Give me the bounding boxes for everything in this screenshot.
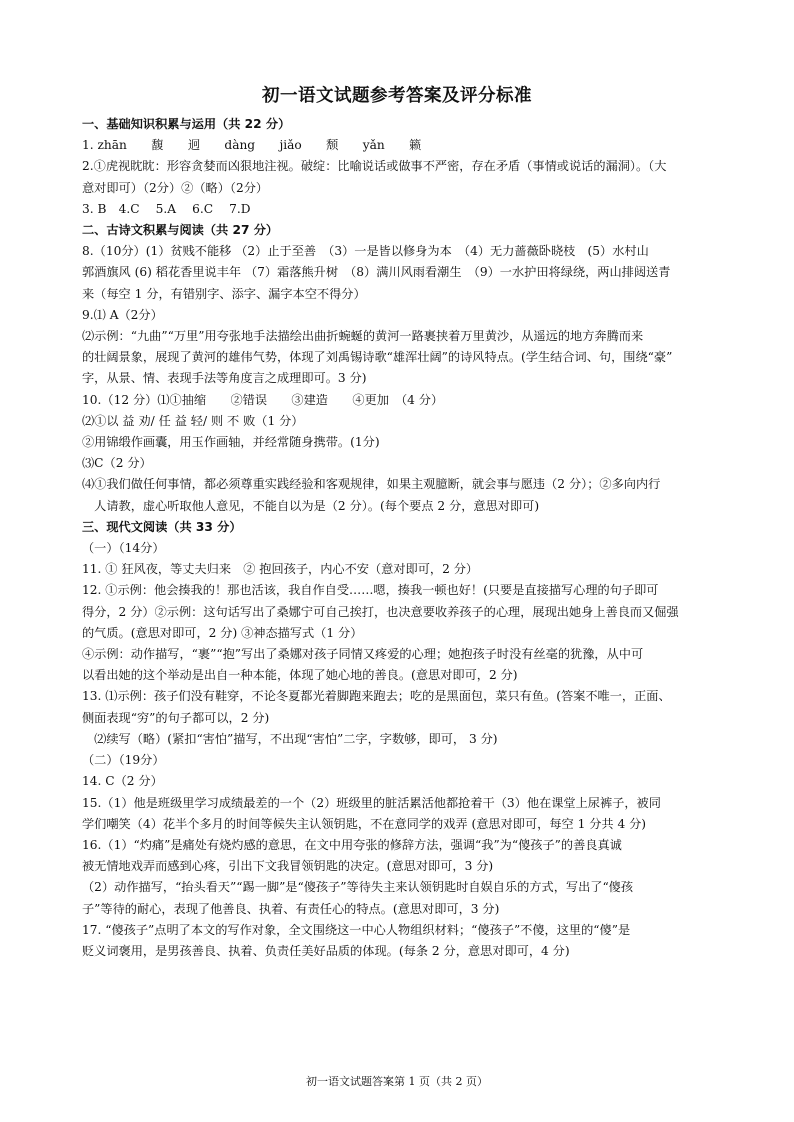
page-title: 初一语文试题参考答案及评分标准 <box>262 86 532 106</box>
answer-line: 2.①虎视眈眈：形容贪婪而凶狠地注视。破绽：比喻说话或做事不严密，存在矛盾（事情或说话的漏洞）。（大 <box>82 159 667 174</box>
answer-line: 被无情地戏弄而感到心疼，引出下文我冒领钥匙的决定。(意思对即可，3 分) <box>82 859 494 874</box>
answer-line: 的壮阔景象，展现了黄河的雄伟气势，体现了刘禹锡诗歌“雄浑壮阔”的诗风特点。(学生结合词、句，围绕“豪” <box>82 350 673 365</box>
answer-line: ⑵示例：“九曲”“万里”用夸张地手法描绘出曲折蜿蜒的黄河一路裹挟着万里黄沙，从遥远的地方奔腾而来 <box>82 329 644 344</box>
answer-line: （2）动作描写，“抬头看天”“踢一脚”是“傻孩子”等待失主来认领钥匙时自娱自乐的方式，写出了“傻孩 <box>82 880 634 895</box>
answer-line: ⑷①我们做任何事情，都必须尊重实践经验和客观规律，如果主观臆断，就会事与愿违（2 分）；②多向内行 <box>82 477 661 492</box>
answer-line: 贬义词褒用，是男孩善良、执着、负责任美好品质的体现。(每条 2 分，意思对即可，4 分) <box>82 943 570 958</box>
answer-line: ⑶C（2 分） <box>82 456 152 471</box>
answer-line: 意对即可）（2分）②（略）（2分） <box>82 180 269 195</box>
answer-line: 人请教，虚心听取他人意见，不能自以为是（2 分）。(每个要点 2 分，意思对即可) <box>82 498 540 513</box>
answer-line: 来（每空 1 分，有错别字、添字、漏字本空不得分） <box>82 286 366 301</box>
section-heading: 一、基础知识积累与运用（共 22 分） <box>82 117 291 131</box>
answer-line: ⑵续写（略）(紧扣“害怕”描写，不出现“害怕”二字，字数够，即可， 3 分) <box>82 731 498 746</box>
answer-line: ⑵①以 益 劝/ 任 益 轻/ 则 不 败（1 分） <box>82 413 304 428</box>
answer-line: 16.（1）“灼痛”是痛处有烧灼感的意思，在文中用夸张的修辞方法，强调“我”为“傻孩子”的善良真诚 <box>82 837 622 852</box>
page-footer: 初一语文试题答案第 1 页（共 2 页） <box>306 1075 488 1088</box>
answer-line: 得分，2 分）②示例：这句话写出了桑娜宁可自己挨打，也决意要收养孩子的心理，展现出她身上善良而又倔强 <box>82 604 679 619</box>
answer-line: 15.（1）他是班级里学习成绩最差的一个（2）班级里的脏活累活他都抢着干（3）他在课堂上尿裤子，被同 <box>82 795 661 810</box>
answer-line: ④示例：动作描写，“裹”“抱”写出了桑娜对孩子同情又疼爱的心理；她抱孩子时没有丝毫的犹豫，从中可 <box>82 647 644 662</box>
answer-line: 11. ① 狂风夜，等丈夫归来 ② 抱回孩子，内心不安（意对即可，2 分） <box>82 562 479 577</box>
answer-line: 字，从景、情、表现手法等角度言之成理即可。3 分) <box>82 371 367 386</box>
answer-line: 13. ⑴示例：孩子们没有鞋穿，不论冬夏都光着脚跑来跑去；吃的是黑面包，菜只有鱼。(答案不唯一，正面、 <box>82 689 671 704</box>
answer-line: 1. zhān 馥 迥 dàng jiǎo 颓 yǎn 籁 <box>82 138 422 153</box>
answer-line: 10.（12 分）⑴①抽缩 ②错误 ③建造 ④更加 （4 分） <box>82 392 444 407</box>
answer-line: （二）（19分） <box>82 753 165 768</box>
answer-line: 9.⑴ A（2分） <box>82 307 163 322</box>
answer-line: 侧面表现“穷”的句子都可以，2 分) <box>82 710 270 725</box>
answer-line: ②用锦缎作画囊，用玉作画轴，并经常随身携带。(1分) <box>82 435 380 450</box>
section-heading: 二、古诗文积累与阅读（共 27 分） <box>82 223 279 238</box>
answer-line: 14. C（2 分） <box>82 774 163 789</box>
answer-line: 8.（10分）(1）贫贱不能移 （2）止于至善 （3）一是皆以修身为本 （4）无力蔷薇卧晓枝 (5）水村山 <box>82 244 649 259</box>
answer-line: 郭酒旗风 (6) 稻花香里说丰年 （7）霜落熊升树 （8）满川风雨看潮生 （9）一水护田将绿绕，两山排闼送青 <box>82 265 671 280</box>
answer-content <box>82 114 744 962</box>
answer-line: 3. B 4.C 5.A 6.C 7.D <box>82 201 251 216</box>
answer-line: 12. ①示例：他会揍我的！那也活该，我自作自受……嗯，揍我一顿也好！(只要是直接描写心理的句子即可 <box>82 583 659 598</box>
answer-line: 学们嘲笑（4）花半个多月的时间等候失主认领钥匙，不在意同学的戏弄 (意思对即可，每空 1 分共 4 分) <box>82 816 647 831</box>
answer-line: （一）（14分） <box>82 541 165 556</box>
answer-line: 子”等待的耐心，表现了他善良、执着、有责任心的特点。(意思对即可，3 分) <box>82 901 500 916</box>
answer-line: 以看出她的这个举动是出自一种本能，体现了她心地的善良。(意思对即可，2 分) <box>82 668 518 683</box>
answer-line: 17. “傻孩子”点明了本文的写作对象，全文围绕这一中心人物组织材料；“傻孩子”不傻，这里的“傻”是 <box>82 922 631 937</box>
section-heading: 三、现代文阅读（共 33 分） <box>82 519 242 534</box>
answer-line: 的气质。(意思对即可，2 分) ③神态描写式（1 分） <box>82 625 363 640</box>
